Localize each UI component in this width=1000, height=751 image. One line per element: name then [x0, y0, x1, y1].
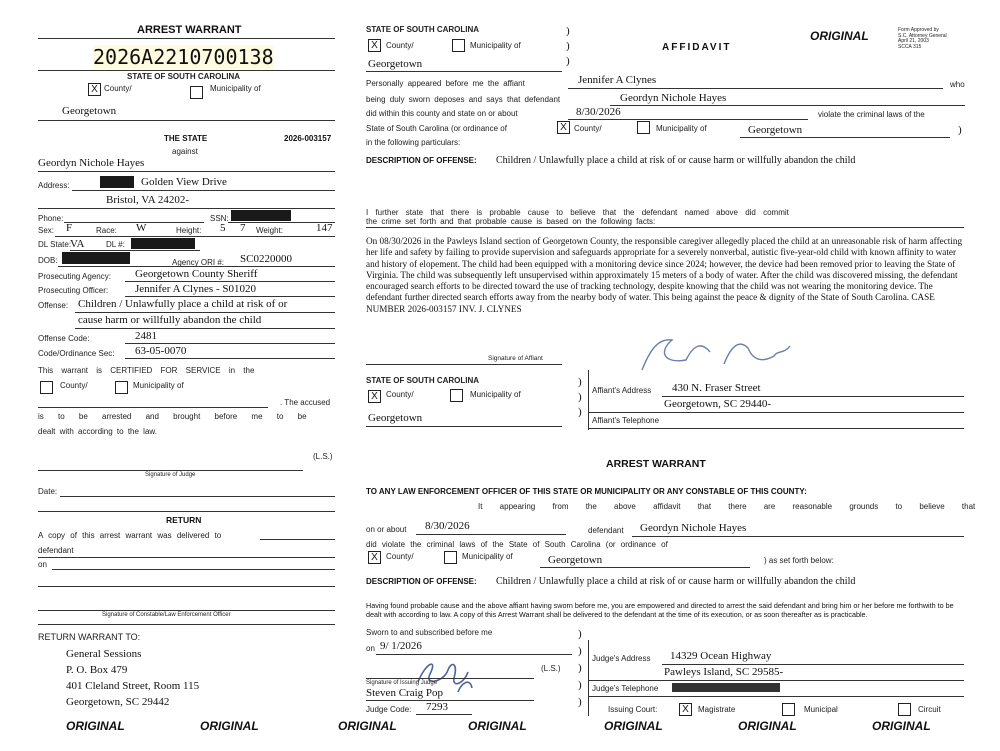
affidavit-county2-checkbox[interactable]: X — [557, 121, 570, 134]
personally-appeared: Personally appeared before me the affiant — [366, 79, 525, 88]
address-street: Golden View Drive — [141, 176, 227, 188]
prosecuting-officer: Jennifer A Clynes - S01020 — [135, 283, 256, 295]
left-state: STATE OF SOUTH CAROLINA — [127, 72, 241, 81]
sex-label: Sex: — [38, 226, 55, 235]
left-defendant: Geordyn Nichole Hayes — [38, 157, 145, 169]
affiant-address-2: Georgetown, SC 29440- — [664, 398, 772, 410]
offense-code: 2481 — [135, 330, 157, 342]
issuing-court-label: Issuing Court: — [608, 705, 658, 714]
return-text-2: defendant — [38, 546, 74, 555]
redacted-ssn — [231, 210, 291, 221]
paren: ) — [566, 55, 570, 67]
further-line-1: I further state that there is probable cause to believe that the defendant named above did commit — [366, 208, 789, 217]
paren: ) — [578, 679, 582, 691]
return-to-label: RETURN WARRANT TO: — [38, 632, 141, 642]
municipal-label: Municipal — [804, 705, 838, 714]
affidavit-county-label: County/ — [386, 41, 414, 50]
race-label: Race: — [96, 226, 117, 235]
judge-name: Steven Craig Pop — [366, 687, 443, 699]
dl-number-label: DL #: — [106, 240, 125, 249]
left-case-number: 2026-003157 — [284, 134, 332, 143]
judge-code: 7293 — [426, 701, 448, 713]
judge-address-1: 14329 Ocean Highway — [670, 650, 772, 662]
prosecuting-officer-label: Prosecuting Officer: — [38, 286, 109, 295]
affidavit-county3-checkbox[interactable]: X — [368, 390, 381, 403]
return-to-line: P. O. Box 479 — [66, 664, 128, 676]
warrant-desc-label: DESCRIPTION OF OFFENSE: — [366, 577, 477, 586]
return-text-3: on — [38, 560, 47, 569]
footer-original: ORIGINAL — [338, 719, 397, 733]
affidavit-municipality-label: Municipality of — [470, 41, 521, 50]
affidavit-county2-label: County/ — [574, 124, 602, 133]
appearing-text: It appearing from the above affidavit that there are reasonable grounds to believe that — [478, 502, 976, 511]
warrant-municipality-label: Municipality of — [462, 552, 513, 561]
paren: ) — [578, 696, 582, 708]
violate-text: violate the criminal laws of the — [818, 110, 925, 119]
sig-issuing-judge-label: Signature of Issuing Judge — [366, 680, 438, 686]
the-state: THE STATE — [164, 134, 208, 143]
having-found: Having found probable cause and the above affiant having sworn before me, you are empowered and directed to arrest the said defendant and bring him or her before me forthwith to be dealt with according to law. A copy of this Arrest Warrant shall be delivered to the defendant at the time of its execution, or as soon thereafter as is practicable. — [366, 601, 954, 619]
prosecuting-agency: Georgetown County Sheriff — [135, 268, 258, 280]
height-inches: 7 — [240, 222, 246, 234]
weight-value: 147 — [316, 222, 333, 234]
address-city: Bristol, VA 24202- — [106, 194, 190, 206]
affidavit-county3-label: County/ — [386, 390, 414, 399]
did-violate: did violate the criminal laws of the State of South Carolina (or ordinance of — [366, 540, 668, 549]
affidavit-state2: STATE OF SOUTH CAROLINA — [366, 376, 480, 385]
paren: ) — [578, 645, 582, 657]
affidavit-desc: Children / Unlawfully place a child at risk of or cause harm or willfully abandon the child — [496, 155, 856, 166]
agency-ori-label: Agency ORI #: — [172, 258, 225, 267]
form-note: Form Approved by S.C. Attorney General April 21, 2003 SCCA 315 — [898, 27, 947, 50]
redacted-dob — [62, 252, 130, 264]
offense-line-1: Children / Unlawfully place a child at risk of or — [78, 298, 288, 310]
state-of-sc-text: State of South Carolina (or ordinance of — [366, 124, 507, 133]
offense-line-2: cause harm or willfully abandon the child — [78, 314, 262, 326]
affidavit-defendant: Geordyn Nichole Hayes — [620, 92, 727, 104]
footer-original: ORIGINAL — [200, 719, 259, 733]
return-to-line: Georgetown, SC 29442 — [66, 696, 170, 708]
sig-affiant-label: Signature of Affiant — [488, 355, 543, 362]
address-label: Address: — [38, 181, 70, 190]
footer-original: ORIGINAL — [604, 719, 663, 733]
affiant-address-label: Affiant's Address — [592, 386, 652, 395]
sex-value: F — [66, 222, 73, 234]
cert-municipality-checkbox[interactable] — [115, 381, 128, 394]
offense-label: Offense: — [38, 301, 69, 310]
warrant-municipality-checkbox[interactable] — [444, 551, 457, 564]
paren: ) — [578, 391, 582, 403]
affiant-name: Jennifer A Clynes — [578, 74, 657, 86]
cert-municipality-label: Municipality of — [133, 381, 184, 390]
affidavit-title: AFFIDAVIT — [662, 42, 732, 53]
dl-state-label: DL State: — [38, 240, 72, 249]
particulars-text: in the following particulars: — [366, 138, 461, 147]
phone-label: Phone: — [38, 214, 64, 223]
agency-ori: SC0220000 — [240, 253, 292, 265]
cert-county-checkbox[interactable] — [40, 381, 53, 394]
paren: ) — [958, 124, 962, 136]
warrant-defendant: Geordyn Nichole Hayes — [640, 522, 747, 534]
affiant-signature-icon — [628, 330, 798, 380]
affidavit-desc-label: DESCRIPTION OF OFFENSE: — [366, 156, 477, 165]
left-municipality-checkbox[interactable] — [190, 86, 203, 99]
redacted-address-number — [100, 176, 134, 188]
dob-label: DOB: — [38, 256, 58, 265]
circuit-checkbox[interactable] — [898, 703, 911, 716]
affidavit-municipality2-label: Municipality of — [656, 124, 707, 133]
magistrate-checkbox[interactable]: X — [679, 703, 692, 716]
to-officers: TO ANY LAW ENFORCEMENT OFFICER OF THIS STATE OR MUNICIPALITY OR ANY CONSTABLE OF THIS COUNTY: — [366, 487, 807, 496]
circuit-label: Circuit — [918, 705, 941, 714]
judge-address-2: Pawleys Island, SC 29585- — [664, 666, 784, 678]
return-to-line: General Sessions — [66, 648, 142, 660]
judge-phone-label: Judge's Telephone — [592, 684, 659, 693]
who-label: who — [950, 80, 965, 89]
further-line-2: the crime set forth and that probable cause is based on the following facts: — [366, 217, 656, 226]
weight-label: Weight: — [256, 226, 283, 235]
warrant-defendant-label: defendant — [588, 526, 624, 535]
affidavit-municipality2-checkbox[interactable] — [637, 121, 650, 134]
warrant-county-label: County/ — [386, 552, 414, 561]
return-text-1: A copy of this arrest warrant was delivered to — [38, 531, 222, 540]
affidavit-state: STATE OF SOUTH CAROLINA — [366, 25, 480, 34]
paren: ) — [578, 628, 582, 640]
footer-original: ORIGINAL — [66, 719, 125, 733]
left-ls: (L.S.) — [313, 452, 333, 461]
being-duly: being duly sworn deposes and says that defendant — [366, 95, 561, 104]
municipal-checkbox[interactable] — [782, 703, 795, 716]
left-sig-judge-label: Signature of Judge — [145, 472, 196, 478]
paren: ) — [578, 662, 582, 674]
redacted-judge-phone — [672, 683, 780, 692]
offense-code-label: Offense Code: — [38, 334, 90, 343]
did-within: did within this county and state on or about — [366, 109, 518, 118]
code-section: 63-05-0070 — [135, 345, 187, 357]
left-date-label: Date: — [38, 487, 58, 496]
affiant-phone-label: Affiant's Telephone — [592, 416, 660, 425]
certified-line: This warrant is CERTIFIED FOR SERVICE in the — [38, 366, 255, 375]
warrant-desc: Children / Unlawfully place a child at risk of or cause harm or willfully abandon the child — [496, 576, 856, 587]
left-county-checkbox[interactable]: X — [88, 83, 101, 96]
footer-original: ORIGINAL — [872, 719, 931, 733]
accused-line-3: dealt with according to the law. — [38, 427, 157, 436]
sworn-on-label: on — [366, 644, 375, 653]
affiant-address-1: 430 N. Fraser Street — [672, 382, 761, 394]
sworn-text: Sworn to and subscribed before me — [366, 628, 493, 637]
warrant-county-checkbox[interactable]: X — [368, 551, 381, 564]
sig-officer-label: Signature of Constable/Law Enforcement Officer — [102, 612, 231, 618]
affidavit-county2: Georgetown — [748, 124, 803, 136]
paren: ) — [578, 376, 582, 388]
as-set-forth: ) as set forth below: — [764, 556, 834, 565]
affidavit-county-checkbox[interactable]: X — [368, 39, 381, 52]
race-value: W — [136, 222, 147, 234]
against-label: against — [172, 147, 198, 156]
code-section-label: Code/Ordinance Sec: — [38, 349, 115, 358]
accused-line-1: . The accused — [280, 398, 331, 407]
left-municipality-label: Municipality of — [210, 84, 261, 93]
return-title: RETURN — [166, 515, 202, 525]
affidavit-original: ORIGINAL — [810, 29, 869, 43]
height-feet: 5 — [220, 222, 226, 234]
warrant-county: Georgetown — [548, 554, 603, 566]
footer-original: ORIGINAL — [738, 719, 797, 733]
facts-paragraph: On 08/30/2026 in the Pawleys Island section of Georgetown County, the responsible caregiver allegedly placed the child at an unreasonable risk of harm affecting her life and safety by failing to provide supervision and safeguards appropriate for a severely nonverbal, autistic five-year-old child with known affinity to water and history of elopement. The child had been equipped with a monitoring device since 2024; however, the device had been removed prior to leaving the State of Virginia. The child was subsequently left unsupervised within approximately 15 meters of a body of water. After the child was discovered missing, the defendant encouraged search efforts to be directed toward the use of tracking technology, despite knowing that the child was not wearing the monitoring device. The defendant further directed search efforts away from the nearby body of water. This being against the peace & dignity of the State of South Carolina. CASE NUMBER 2026-003157 INV. J. CLYNES — [366, 236, 963, 314]
affidavit-municipality-checkbox[interactable] — [452, 39, 465, 52]
accused-line-2: is to be arrested and brought before me to be — [38, 412, 307, 421]
cert-county-label: County/ — [60, 381, 88, 390]
affidavit-county3: Georgetown — [368, 412, 423, 424]
affidavit-municipality3-label: Municipality of — [470, 390, 521, 399]
warrant-ls: (L.S.) — [541, 664, 561, 673]
magistrate-label: Magistrate — [698, 705, 736, 714]
warrant-number: 2026A2210700138 — [93, 45, 274, 69]
affidavit-date: 8/30/2026 — [576, 106, 621, 118]
warrant-title: ARREST WARRANT — [606, 458, 706, 470]
affidavit-county: Georgetown — [368, 58, 423, 70]
left-county-name: Georgetown — [62, 105, 117, 117]
footer-original: ORIGINAL — [468, 719, 527, 733]
judge-code-label: Judge Code: — [366, 705, 412, 714]
ssn-label: SSN: — [210, 214, 229, 223]
prosecuting-agency-label: Prosecuting Agency: — [38, 272, 111, 281]
paren: ) — [566, 40, 570, 52]
paren: ) — [578, 406, 582, 418]
redacted-dl-number — [131, 238, 195, 249]
affidavit-municipality3-checkbox[interactable] — [450, 389, 463, 402]
return-to-line: 401 Cleland Street, Room 115 — [66, 680, 200, 692]
left-county-label: County/ — [104, 84, 132, 93]
left-title: ARREST WARRANT — [137, 24, 242, 36]
paren: ) — [566, 25, 570, 37]
height-label: Height: — [176, 226, 202, 235]
sworn-date: 9/ 1/2026 — [380, 640, 422, 652]
on-or-about: on or about — [366, 525, 407, 534]
judge-address-label: Judge's Address — [592, 654, 651, 663]
dl-state-value: VA — [70, 238, 85, 250]
warrant-date: 8/30/2026 — [425, 520, 470, 532]
